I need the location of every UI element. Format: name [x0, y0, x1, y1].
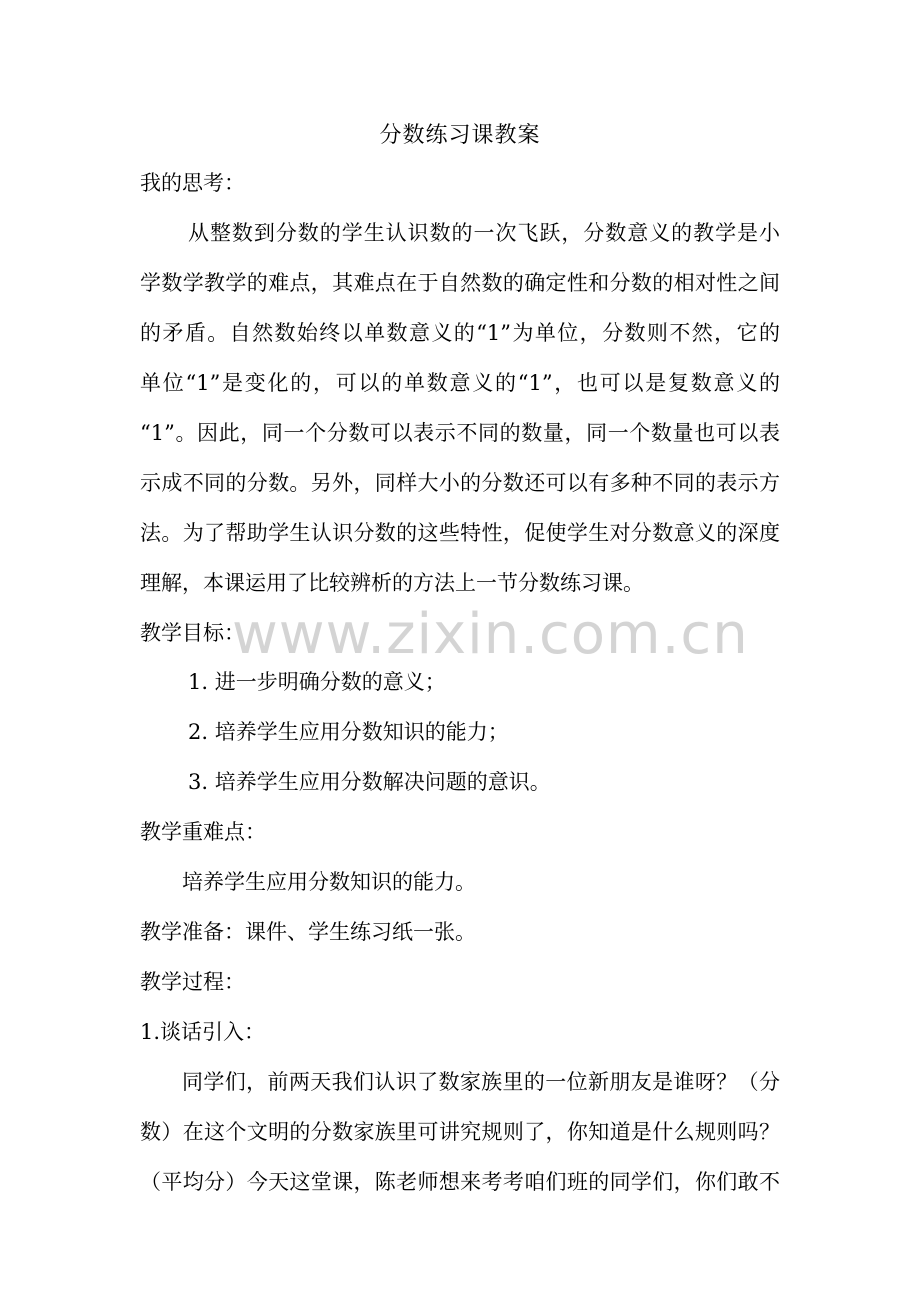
thinking-paragraph-line: 法。为了帮助学生认识分数的这些特性，促使学生对分数意义的深度	[140, 521, 780, 545]
document-title: 分数练习课教案	[379, 123, 541, 148]
thinking-paragraph-line: 的矛盾。自然数始终以单数意义的“1”为单位，分数则不然，它的	[140, 321, 780, 345]
thinking-paragraph-line: “1”。因此，同一个分数可以表示不同的数量，同一个数量也可以表	[140, 421, 780, 445]
goal-item: 2. 培养学生应用分数知识的能力；	[188, 720, 509, 744]
process-paragraph-line: 同学们，前两天我们认识了数家族里的一位新朋友是谁呀？（分	[182, 1070, 780, 1094]
key-points-heading: 教学重难点：	[140, 820, 266, 844]
thinking-paragraph-line: 单位“1”是变化的，可以的单数意义的“1”，也可以是复数意义的	[140, 371, 780, 395]
process-heading: 教学过程：	[140, 970, 245, 994]
process-step1-heading: 1.谈话引入：	[140, 1020, 266, 1044]
thinking-paragraph-line: 从整数到分数的学生认识数的一次飞跃，分数意义的教学是小	[188, 221, 780, 245]
thinking-heading: 我的思考：	[140, 171, 245, 195]
process-paragraph-line: 数）在这个文明的分数家族里可讲究规则了，你知道是什么规则吗？	[140, 1120, 780, 1144]
thinking-paragraph-line: 示成不同的分数。另外，同样大小的分数还可以有多种不同的表示方	[140, 471, 780, 495]
preparation-text: 教学准备：课件、学生练习纸一张。	[140, 920, 476, 944]
watermark: www.zixin.com.cn	[232, 602, 749, 667]
thinking-paragraph-line: 理解，本课运用了比较辨析的方法上一节分数练习课。	[140, 571, 644, 595]
thinking-paragraph-line: 学数学教学的难点，其难点在于自然数的确定性和分数的相对性之间	[140, 271, 780, 295]
goal-item: 1. 进一步明确分数的意义；	[188, 670, 446, 694]
key-points-text: 培养学生应用分数知识的能力。	[182, 870, 476, 894]
goal-item: 3. 培养学生应用分数解决问题的意识。	[188, 770, 551, 794]
goals-heading: 教学目标：	[140, 621, 245, 645]
process-paragraph-line: （平均分）今天这堂课，陈老师想来考考咱们班的同学们，你们敢不	[140, 1170, 780, 1194]
